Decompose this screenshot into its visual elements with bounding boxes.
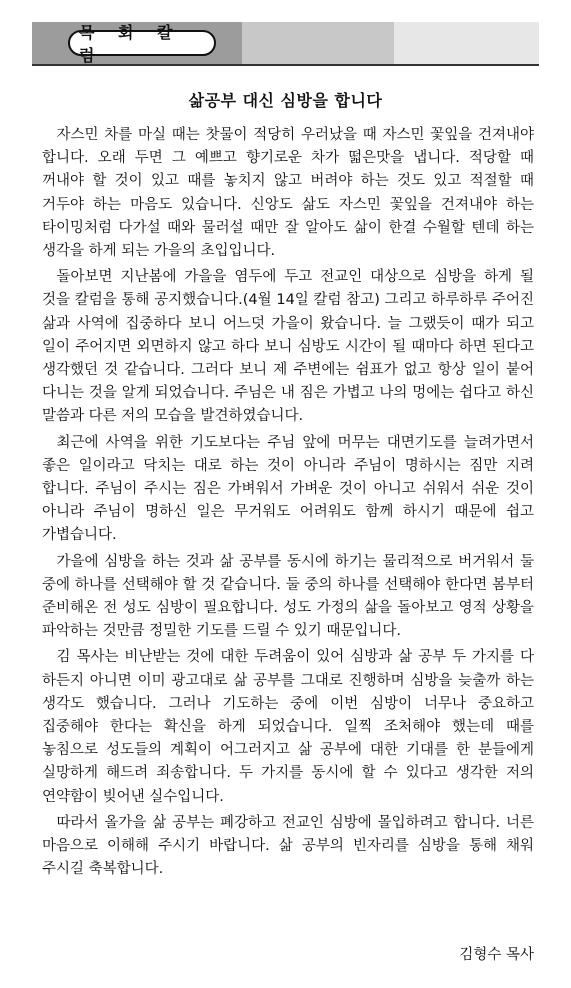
- paragraph-5: 김 목사는 비난받는 것에 대한 두려움이 있어 심방과 삶 공부 두 가지를 다 하든지 아니면 이미 광고대로 삶 공부를 그대로 진행하며 심방을 늦출까 하는 생각도 했습니다. 그러나 기도하는 중에 이번 심방이 너무나 중요하고 집중해야 한다는 확신을 하게 되었습니다. 일찍 조처해야 했는데 때를 놓침으로 성도들의 계획이 어그러지고 삶 공부에 대한 기대를 한 분들에게 실망하게 해드려 죄송합니다. 두 가지를 동시에 할 수 있다고 생각한 저의 연약함이 빚어낸 실수입니다.: [42, 649, 534, 805]
- author-signature: 김형수 목사: [459, 947, 534, 963]
- header-light-block: [394, 22, 539, 64]
- paragraph-3: 최근에 사역을 위한 기도보다는 주님 앞에 머무는 대면기도를 늘려가면서 좋은 일이라고 닥치는 대로 하는 것이 아니라 주님이 명하시는 짐만 지려 합니다. 주님이 주시는 짐은 가벼워서 가벼운 것이 아니고 쉬워서 쉬운 것이 아니라 주님이 명하신 일은 무거워도 어려워도 함께 하시기 때문에 쉽고 가볍습니다.: [42, 434, 534, 544]
- article-title: 삶공부 대신 심방을 합니다: [188, 91, 383, 110]
- paragraph-1: 자스민 차를 마실 때는 찻물이 적당히 우러났을 때 자스민 꽃잎을 건져내야 합니다. 오래 두면 그 예쁘고 향기로운 차가 떫은맛을 냅니다. 적당할 때 꺼내야 할 것이 있고 때를 놓치지 않고 버려야 하는 것도 있고 적절할 때 거두야 하는 마음도 있습니다. 신앙도 삶도 자스민 꽃잎을 건져내야 하는 타이밍처럼 다가설 때와 물러설 때만 잘 알아도 삶이 한결 수월할 텐데 하는 생각을 하게 되는 가을의 초입입니다.: [42, 127, 534, 260]
- article-body: [42, 124, 534, 885]
- header-mid-block: [242, 22, 394, 64]
- header-dark-block: [32, 22, 242, 64]
- column-header: [32, 22, 539, 66]
- column-label: 목 회 칼 럼: [68, 30, 216, 56]
- paragraph-6: 따라서 올가을 삶 공부는 폐강하고 전교인 심방에 몰입하려고 합니다. 너른 마음으로 이해해 주시기 바랍니다. 삶 공부의 빈자리를 심방을 통해 채워 주시길 축복합니다.: [42, 814, 534, 878]
- paragraph-4: 가을에 심방을 하는 것과 삶 공부를 동시에 하기는 물리적으로 버거워서 둘 중에 하나를 선택해야 할 것 같습니다. 둘 중의 하나를 선택해야 한다면 봄부터 준비해온 전 성도 심방이 필요합니다. 성도 가정의 삶을 돌아보고 영적 상황을 파악하는 것만큼 정밀한 기도를 드릴 수 있기 때문입니다.: [42, 553, 534, 640]
- paragraph-2: 돌아보면 지난봄에 가을을 염두에 두고 전교인 대상으로 심방을 하게 될 것을 칼럼을 통해 공지했습니다.(4월 14일 칼럼 참고) 그리고 하루하루 주어진 삶과 사역에 집중하다 보니 어느덧 가을이 왔습니다. 늘 그랬듯이 때가 되고 일이 주어지면 외면하지 않고 하다 보니 심방도 시간이 될 때마다 하면 된다고 생각했던 것 같습니다. 그러다 보니 제 주변에는 쉼표가 없고 항상 일이 붙어 다니는 것을 알게 되었습니다. 주님은 내 짐은 가볍고 나의 멍에는 쉽다고 하신 말씀과 다른 저의 모습을 발견하였습니다.: [42, 269, 534, 425]
